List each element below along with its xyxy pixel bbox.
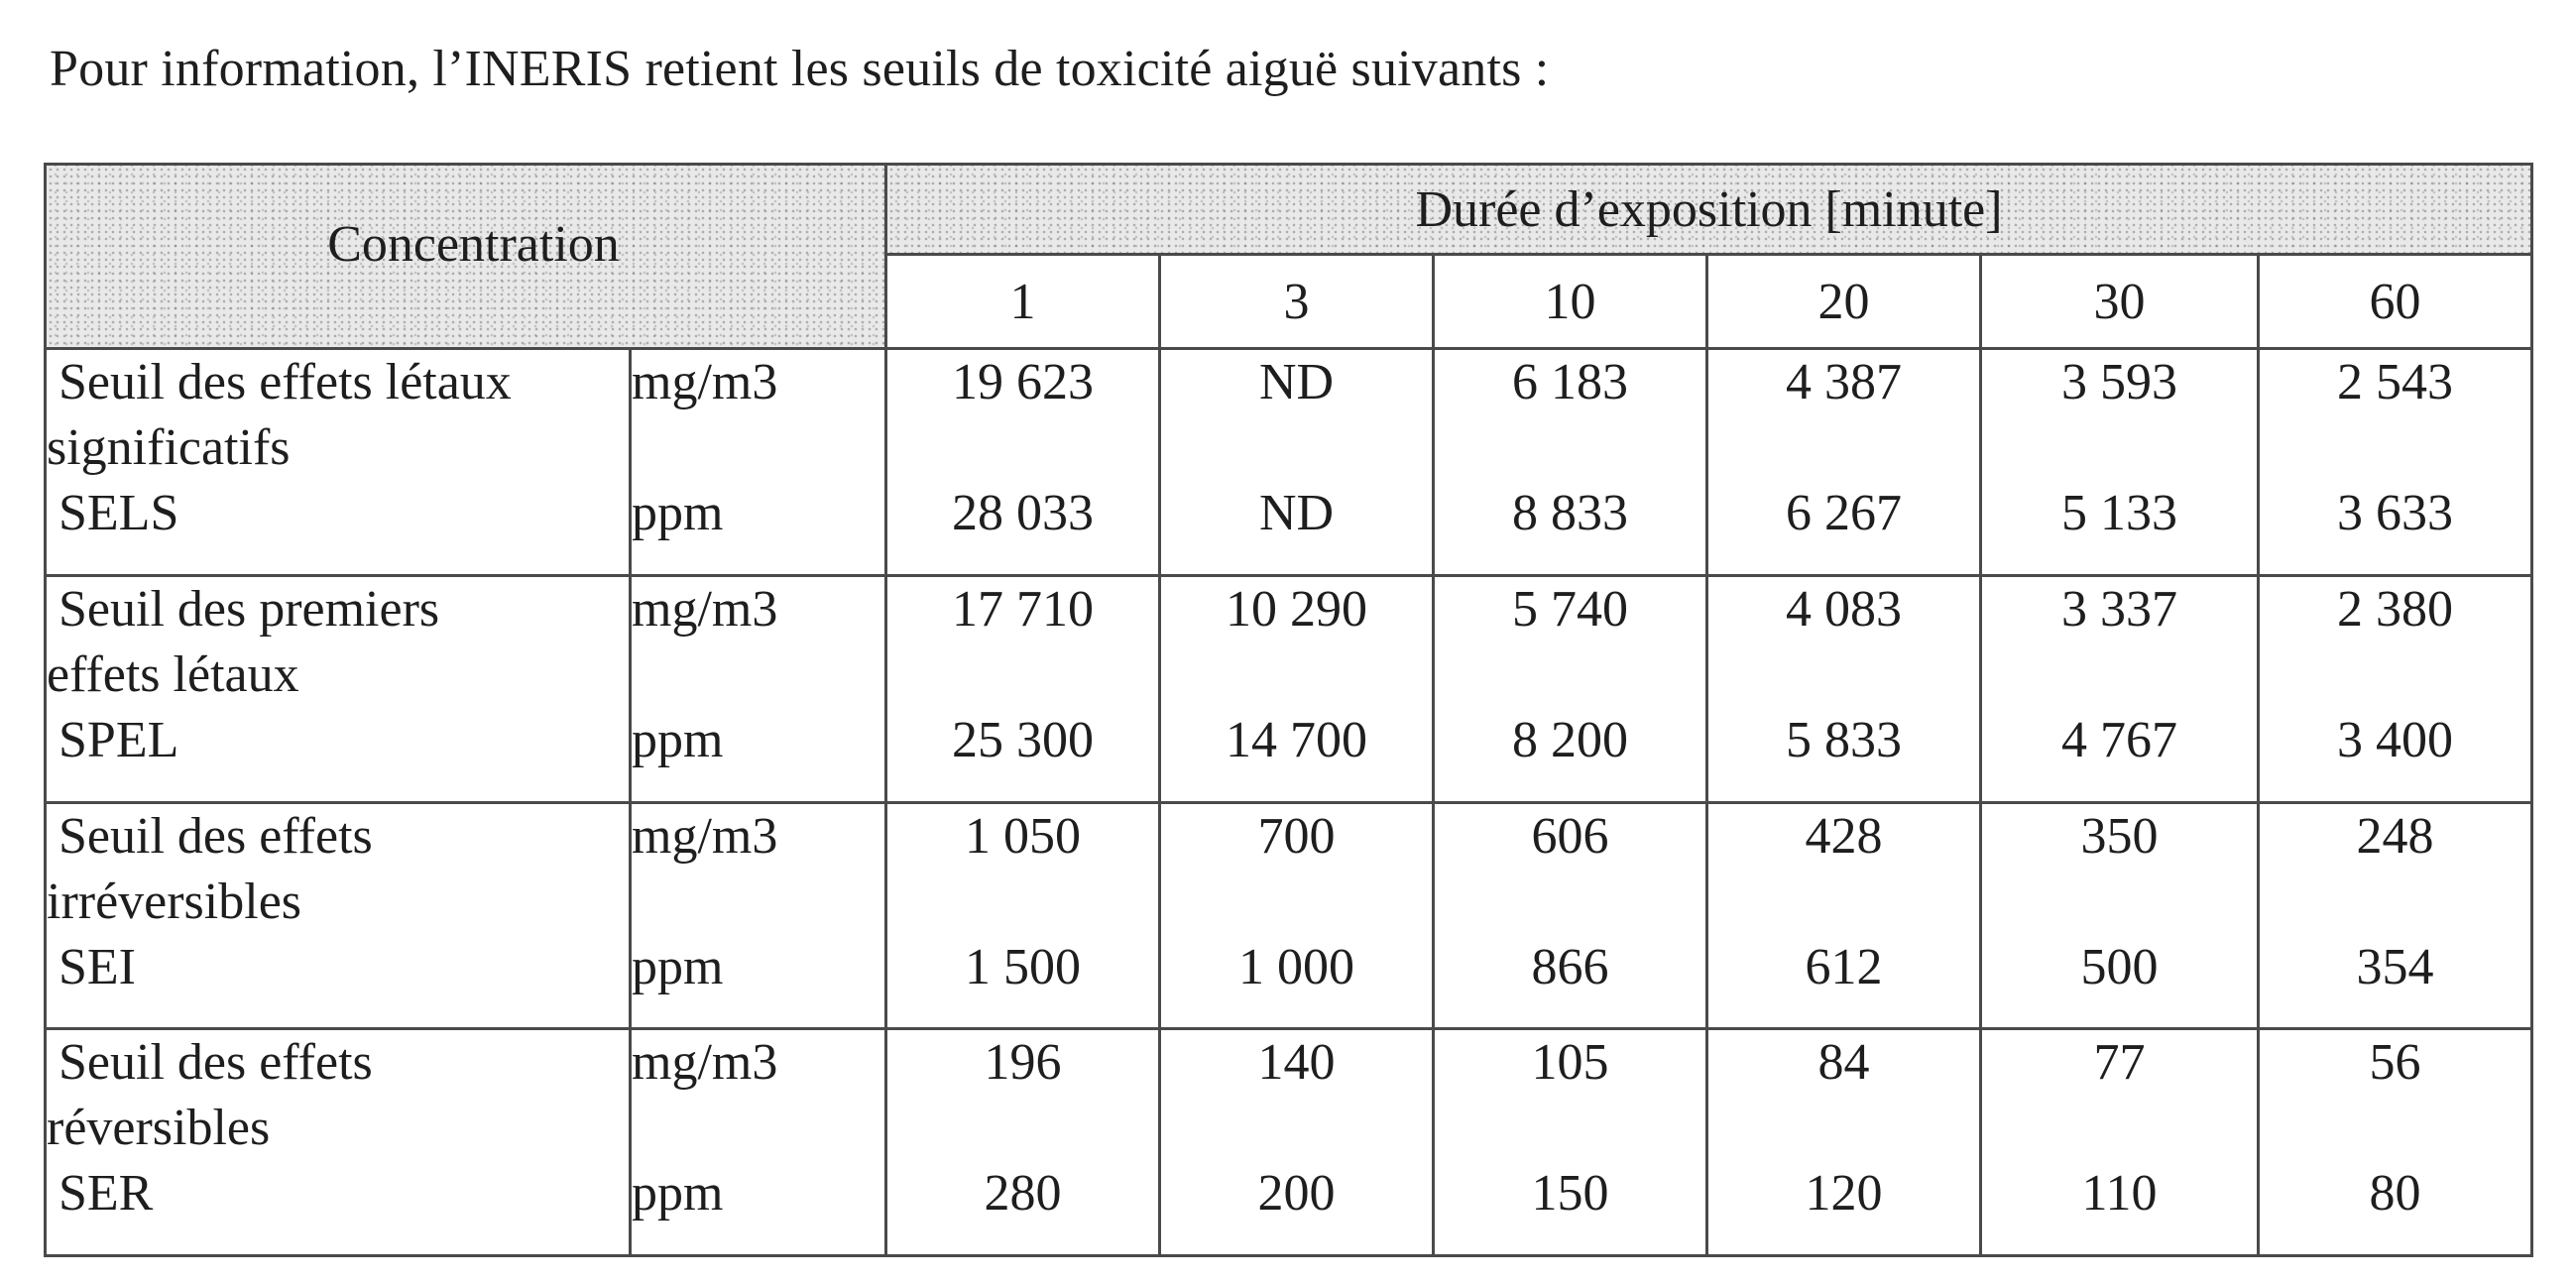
duration-column-3: 3	[1160, 255, 1434, 349]
unit-mg: mg/m3	[632, 580, 778, 638]
value-mg: 105	[1531, 1034, 1609, 1092]
value-cell	[1981, 575, 2259, 802]
value-ppm: 6 267	[1786, 485, 1902, 541]
value-cell	[1707, 1029, 1981, 1256]
value-ppm: 500	[2080, 938, 2159, 995]
row-label-line2: significatifs	[47, 419, 291, 476]
value-mg: 84	[1817, 1034, 1870, 1092]
value-cell	[1434, 1029, 1707, 1256]
value-ppm: 1 000	[1238, 938, 1354, 995]
value-mg: 17 710	[952, 580, 1094, 638]
value-cell	[2259, 1029, 2532, 1256]
value-ppm: 120	[1805, 1165, 1883, 1223]
row-units	[631, 802, 886, 1029]
table-row-ser	[46, 1029, 2532, 1256]
duration-column-30: 30	[1981, 255, 2259, 349]
unit-ppm: ppm	[632, 485, 724, 541]
value-ppm: 3 633	[2337, 485, 2454, 541]
unit-mg: mg/m3	[632, 807, 778, 865]
row-label-sei	[46, 802, 631, 1029]
row-abbreviation: SEI	[59, 938, 136, 995]
value-ppm: 5 133	[2061, 485, 2177, 541]
duration-column-10: 10	[1434, 255, 1707, 349]
value-ppm: 25 300	[952, 711, 1094, 768]
value-mg: 1 050	[965, 807, 1081, 865]
value-mg: 56	[2369, 1034, 2421, 1092]
value-cell	[1160, 575, 1434, 802]
value-ppm: 4 767	[2061, 711, 2177, 768]
row-units	[631, 349, 886, 576]
value-mg: 248	[2356, 807, 2434, 865]
value-ppm: 8 833	[1512, 485, 1628, 541]
value-mg: 77	[2093, 1034, 2146, 1092]
value-mg: 350	[2080, 807, 2159, 865]
value-ppm: 14 700	[1226, 711, 1367, 768]
value-ppm: 354	[2356, 938, 2434, 995]
row-label-line1: Seuil des premiers	[59, 580, 440, 638]
duration-column-1: 1	[886, 255, 1160, 349]
unit-mg: mg/m3	[632, 1034, 778, 1092]
value-mg: 196	[984, 1034, 1062, 1092]
value-mg: 19 623	[952, 354, 1094, 410]
value-mg: 10 290	[1226, 580, 1367, 638]
value-cell	[2259, 802, 2532, 1029]
value-ppm: 5 833	[1786, 711, 1902, 768]
value-cell	[1981, 349, 2259, 576]
value-ppm: 28 033	[952, 485, 1094, 541]
value-ppm: 612	[1805, 938, 1883, 995]
concentration-header	[46, 165, 886, 349]
value-ppm: 110	[2081, 1165, 2158, 1223]
row-abbreviation: SPEL	[59, 711, 179, 768]
value-cell	[1981, 802, 2259, 1029]
exposure-duration-header: Durée d’exposition [minute]	[886, 165, 2532, 255]
table-row-spel	[46, 575, 2532, 802]
value-mg: ND	[1258, 354, 1335, 410]
value-ppm: ND	[1258, 485, 1335, 541]
value-cell	[2259, 575, 2532, 802]
value-ppm: 200	[1257, 1165, 1336, 1223]
value-mg: 6 183	[1512, 354, 1628, 410]
row-abbreviation: SER	[59, 1165, 154, 1223]
value-cell	[886, 575, 1160, 802]
value-ppm: 280	[984, 1165, 1062, 1223]
row-units	[631, 575, 886, 802]
value-mg: 5 740	[1512, 580, 1628, 638]
row-abbreviation: SELS	[59, 485, 179, 541]
unit-mg: mg/m3	[632, 354, 778, 410]
row-label-ser	[46, 1029, 631, 1256]
value-mg: 606	[1531, 807, 1609, 865]
value-ppm: 8 200	[1512, 711, 1628, 768]
value-cell	[1434, 802, 1707, 1029]
row-label-line1: Seuil des effets létaux	[59, 354, 512, 410]
row-label-line1: Seuil des effets	[59, 807, 373, 865]
unit-ppm: ppm	[632, 1165, 724, 1223]
value-cell	[886, 1029, 1160, 1256]
value-cell	[1707, 349, 1981, 576]
value-mg: 700	[1257, 807, 1336, 865]
row-label-line2: réversibles	[47, 1100, 271, 1157]
value-ppm: 1 500	[965, 938, 1081, 995]
value-mg: 140	[1257, 1034, 1336, 1092]
row-label-sels	[46, 349, 631, 576]
row-label-line2: irréversibles	[47, 873, 302, 930]
duration-column-60: 60	[2259, 255, 2532, 349]
value-cell	[2259, 349, 2532, 576]
row-label-spel	[46, 575, 631, 802]
value-mg: 4 387	[1786, 354, 1902, 410]
value-ppm: 80	[2369, 1165, 2421, 1223]
value-mg: 2 543	[2337, 354, 2454, 410]
value-cell	[1160, 349, 1434, 576]
row-label-line1: Seuil des effets	[59, 1034, 373, 1092]
value-mg: 3 593	[2061, 354, 2177, 410]
duration-column-20: 20	[1707, 255, 1981, 349]
table-row-sei	[46, 802, 2532, 1029]
value-cell	[1981, 1029, 2259, 1256]
value-cell	[1434, 575, 1707, 802]
value-cell	[886, 802, 1160, 1029]
unit-ppm: ppm	[632, 711, 724, 768]
value-mg: 3 337	[2061, 580, 2177, 638]
value-cell	[1160, 802, 1434, 1029]
unit-ppm: ppm	[632, 938, 724, 995]
value-mg: 2 380	[2337, 580, 2454, 638]
value-ppm: 866	[1531, 938, 1609, 995]
value-cell	[1434, 349, 1707, 576]
value-ppm: 150	[1531, 1165, 1609, 1223]
value-mg: 428	[1805, 807, 1883, 865]
value-cell	[1707, 802, 1981, 1029]
value-cell	[1160, 1029, 1434, 1256]
value-cell	[886, 349, 1160, 576]
intro-sentence: Pour information, l’INERIS retient les seuils de toxicité aiguë suivants :	[50, 41, 1550, 97]
row-units	[631, 1029, 886, 1256]
table-row-sels	[46, 349, 2532, 576]
value-ppm: 3 400	[2337, 711, 2454, 768]
value-cell	[1707, 575, 1981, 802]
value-mg: 4 083	[1786, 580, 1902, 638]
toxicity-threshold-table	[44, 163, 2533, 1257]
row-label-line2: effets létaux	[47, 645, 299, 703]
concentration-header-text: Concentration	[327, 216, 620, 273]
